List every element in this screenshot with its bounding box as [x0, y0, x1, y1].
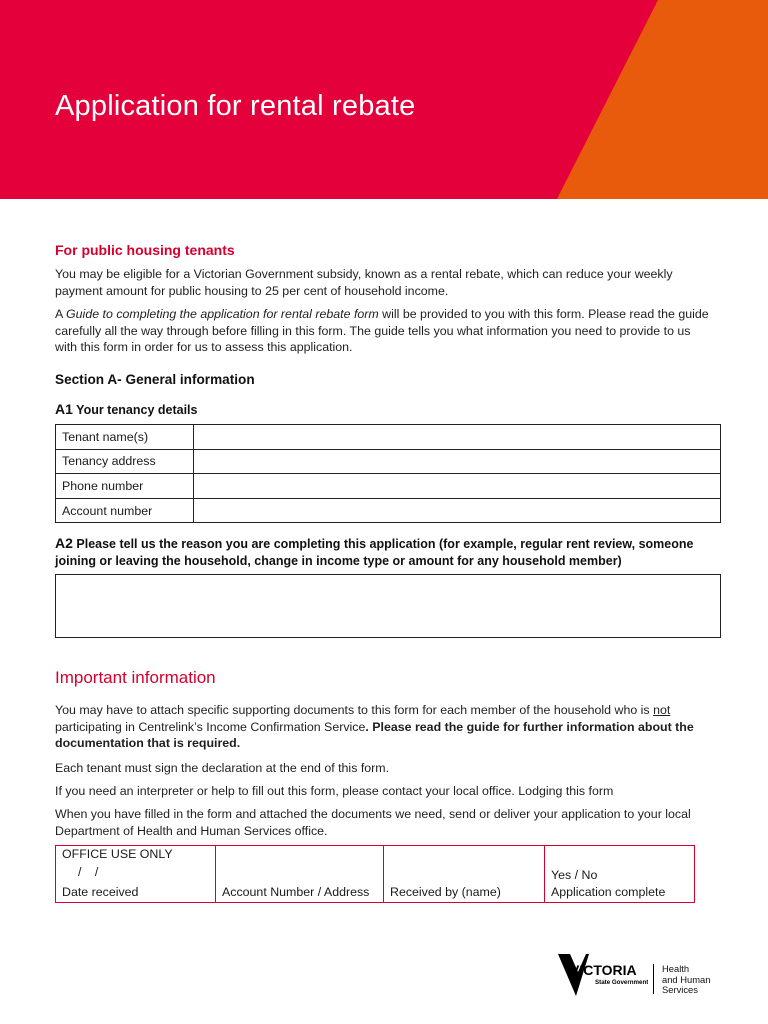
table-row — [56, 474, 721, 499]
office-received-cell — [384, 846, 545, 903]
date-received-label: Date received — [62, 885, 139, 899]
p1-part-a: You may have to attach specific supporting documents to this form for each member of the household who is — [55, 703, 654, 717]
logo-divider — [653, 964, 654, 994]
a1-heading — [55, 401, 198, 417]
p1-part-b: participating in Centrelink’s Income Confirmation Service — [55, 719, 366, 734]
logo-state-government: State Government — [595, 979, 648, 986]
yes-no-options[interactable]: Yes / No — [551, 868, 598, 882]
table-row — [56, 498, 721, 523]
important-paragraph-1 — [55, 702, 715, 752]
department-line-1: Health — [662, 963, 690, 974]
page-title: Application for rental rebate — [55, 90, 416, 122]
intro-heading: For public housing tenants — [55, 242, 235, 258]
a1-title: Your tenancy details — [72, 403, 198, 417]
a1-number: A1 — [55, 401, 73, 417]
date-slashes: / / — [78, 865, 99, 879]
department-line-2: and Human — [662, 973, 711, 985]
tenant-name-field[interactable] — [194, 425, 721, 450]
office-complete-cell — [545, 846, 695, 903]
table-row — [56, 425, 721, 450]
a2-number: A2 — [55, 535, 73, 551]
header-banner — [0, 0, 768, 199]
section-a-heading: Section A- General information — [55, 372, 255, 387]
office-date-cell — [56, 846, 216, 903]
para2-prefix: A — [55, 307, 67, 321]
a2-question — [55, 535, 721, 569]
application-complete-label: Application complete — [551, 885, 666, 899]
tenancy-address-field[interactable] — [194, 449, 721, 474]
tenancy-details-table — [55, 424, 721, 523]
a2-text: Please tell us the reason you are completing this application (for example, regular rent review, someone joining or leaving the household, change in income type or amount for any household member) — [55, 537, 694, 568]
guide-title: Guide to completing the application for rental rebate form — [66, 307, 379, 321]
tenant-name-label: Tenant name(s) — [56, 425, 194, 450]
intro-paragraph-2 — [55, 306, 715, 356]
phone-number-field[interactable] — [194, 474, 721, 499]
table-row — [56, 846, 695, 903]
victoria-government-logo — [556, 952, 648, 1000]
table-row — [56, 449, 721, 474]
important-paragraph-2: Each tenant must sign the declaration at the end of this form. — [55, 761, 390, 775]
p1-bold: . Please read the guide for further information about the documentation that is required. — [55, 719, 694, 751]
department-name — [662, 964, 742, 996]
tenancy-address-label: Tenancy address — [56, 449, 194, 474]
department-line-3: Services — [662, 984, 698, 995]
reason-text-box[interactable] — [55, 574, 721, 638]
account-number-label: Account number — [56, 498, 194, 523]
p1-not: not — [653, 703, 671, 717]
intro-paragraph-1: You may be eligible for a Victorian Government subsidy, known as a rental rebate, which can reduce your weekly payment amount for public housing to 25 per cent of household income. — [55, 267, 673, 298]
office-account-cell — [216, 846, 384, 903]
received-by-label: Received by (name) — [390, 885, 501, 899]
office-use-title: OFFICE USE ONLY — [62, 847, 173, 861]
logo-wordmark: VICTORIA — [570, 962, 637, 978]
office-use-table — [55, 845, 695, 903]
phone-number-label: Phone number — [56, 474, 194, 499]
account-address-label: Account Number / Address — [222, 885, 370, 899]
important-info-heading: Important information — [55, 668, 216, 687]
account-number-field[interactable] — [194, 498, 721, 523]
important-paragraph-3: If you need an interpreter or help to fill out this form, please contact your local office. Lodging this form — [55, 784, 614, 798]
para2-rest: will be provided to you with this form. Please read the guide carefully all the way through before filling in this form. The guide tells you what information you need to provide to us with this form in order for us to assess this application. — [55, 307, 709, 355]
important-paragraph-4: When you have filled in the form and attached the documents we need, send or deliver your application to your local Department of Health and Human Services office. — [55, 807, 691, 838]
